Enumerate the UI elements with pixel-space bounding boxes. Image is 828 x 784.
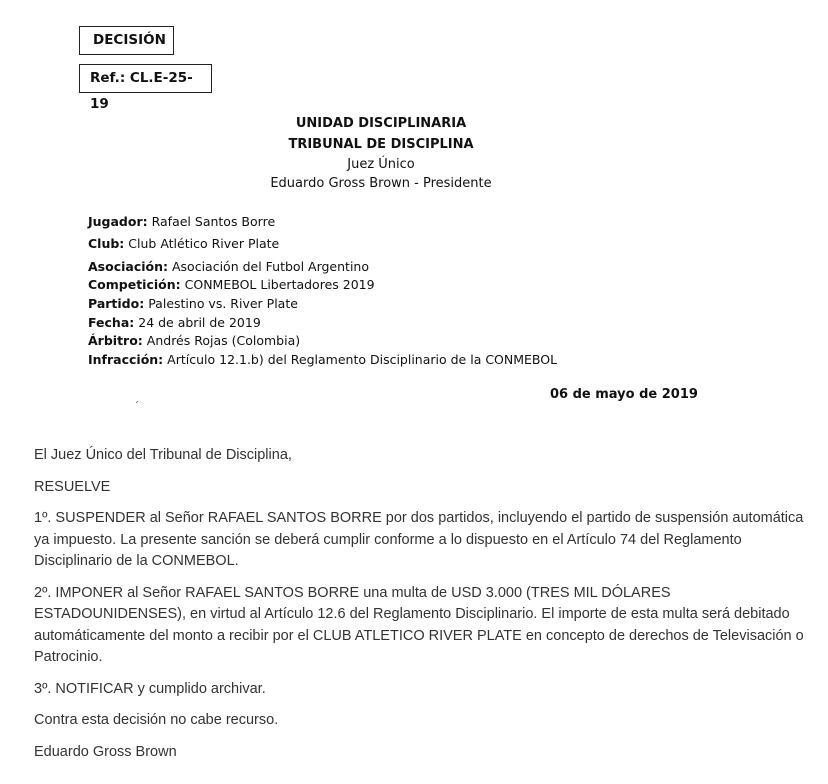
- resolves-paragraph: RESUELVE: [34, 478, 111, 495]
- tribunal-heading: [0, 113, 762, 193]
- field-value: Palestino vs. River Plate: [144, 296, 298, 311]
- heading-tribunal: TRIBUNAL DE DISCIPLINA: [288, 137, 474, 152]
- field-value: 24 de abril de 2019: [134, 315, 261, 330]
- field-value: Club Atlético River Plate: [124, 236, 280, 251]
- heading-judge-title: Juez Único: [347, 157, 415, 172]
- item-2-paragraph: 2º. IMPONER al Señor RAFAEL SANTOS BORRE una multa de USD 3.000 (TRES MIL DÓLARES ESTADOUNIDENSES), en virtud al Artículo 12.6 del Reglamento Disciplinario. El importe de esta multa será debitado automáticamente del monto a recibir por el CLUB ATLETICO RIVER PLATE en concepto de derechos de Televisación o Patrocinio.: [34, 584, 804, 665]
- decision-date: 06 de mayo de 2019: [550, 387, 698, 402]
- resolution-body: [34, 445, 814, 763]
- field-label: Competición:: [88, 277, 181, 292]
- field-value: CONMEBOL Libertadores 2019: [180, 277, 375, 292]
- decision-box: DECISIÓN: [79, 26, 174, 55]
- field-match: [88, 296, 298, 311]
- intro-paragraph: El Juez Único del Tribunal de Disciplina,: [34, 447, 292, 463]
- reference-box: Ref.: CL.E-25-19: [79, 64, 212, 93]
- field-label: Partido:: [88, 296, 145, 311]
- field-value: Artículo 12.1.b) del Reglamento Disciplinario de la CONMEBOL: [163, 352, 558, 367]
- field-date: [88, 315, 261, 330]
- field-label: Asociación:: [88, 259, 169, 274]
- field-value: Asociación del Futbol Argentino: [168, 259, 369, 274]
- field-club: [88, 236, 279, 251]
- stray-mark: ´: [134, 401, 139, 412]
- field-label: Infracción:: [88, 352, 164, 367]
- field-label: Club:: [88, 236, 125, 251]
- item-3-paragraph: 3º. NOTIFICAR y cumplido archivar.: [34, 680, 266, 697]
- field-infraction: [88, 352, 557, 367]
- field-player: [88, 214, 275, 229]
- field-label: Fecha:: [88, 315, 135, 330]
- heading-judge-name: Eduardo Gross Brown - Presidente: [270, 176, 492, 191]
- field-label: Árbitro:: [88, 333, 143, 348]
- item-1-paragraph: 1º. SUSPENDER al Señor RAFAEL SANTOS BORRE por dos partidos, incluyendo el partido de suspensión automática ya impuesto. La presente sanción se deberá cumplir conforme a lo dispuesto en el Artículo 74 del Reglamento Disciplinario de la CONMEBOL.: [34, 510, 804, 569]
- field-value: Andrés Rojas (Colombia): [142, 333, 301, 348]
- field-value: Rafael Santos Borre: [147, 214, 276, 229]
- no-appeal-paragraph: Contra esta decisión no cabe recurso.: [34, 712, 279, 728]
- heading-unit: UNIDAD DISCIPLINARIA: [295, 116, 467, 131]
- field-association: [88, 259, 369, 274]
- field-referee: [88, 333, 300, 348]
- field-competition: [88, 277, 375, 292]
- signature-paragraph: Eduardo Gross Brown: [34, 743, 177, 760]
- field-label: Jugador:: [88, 214, 148, 229]
